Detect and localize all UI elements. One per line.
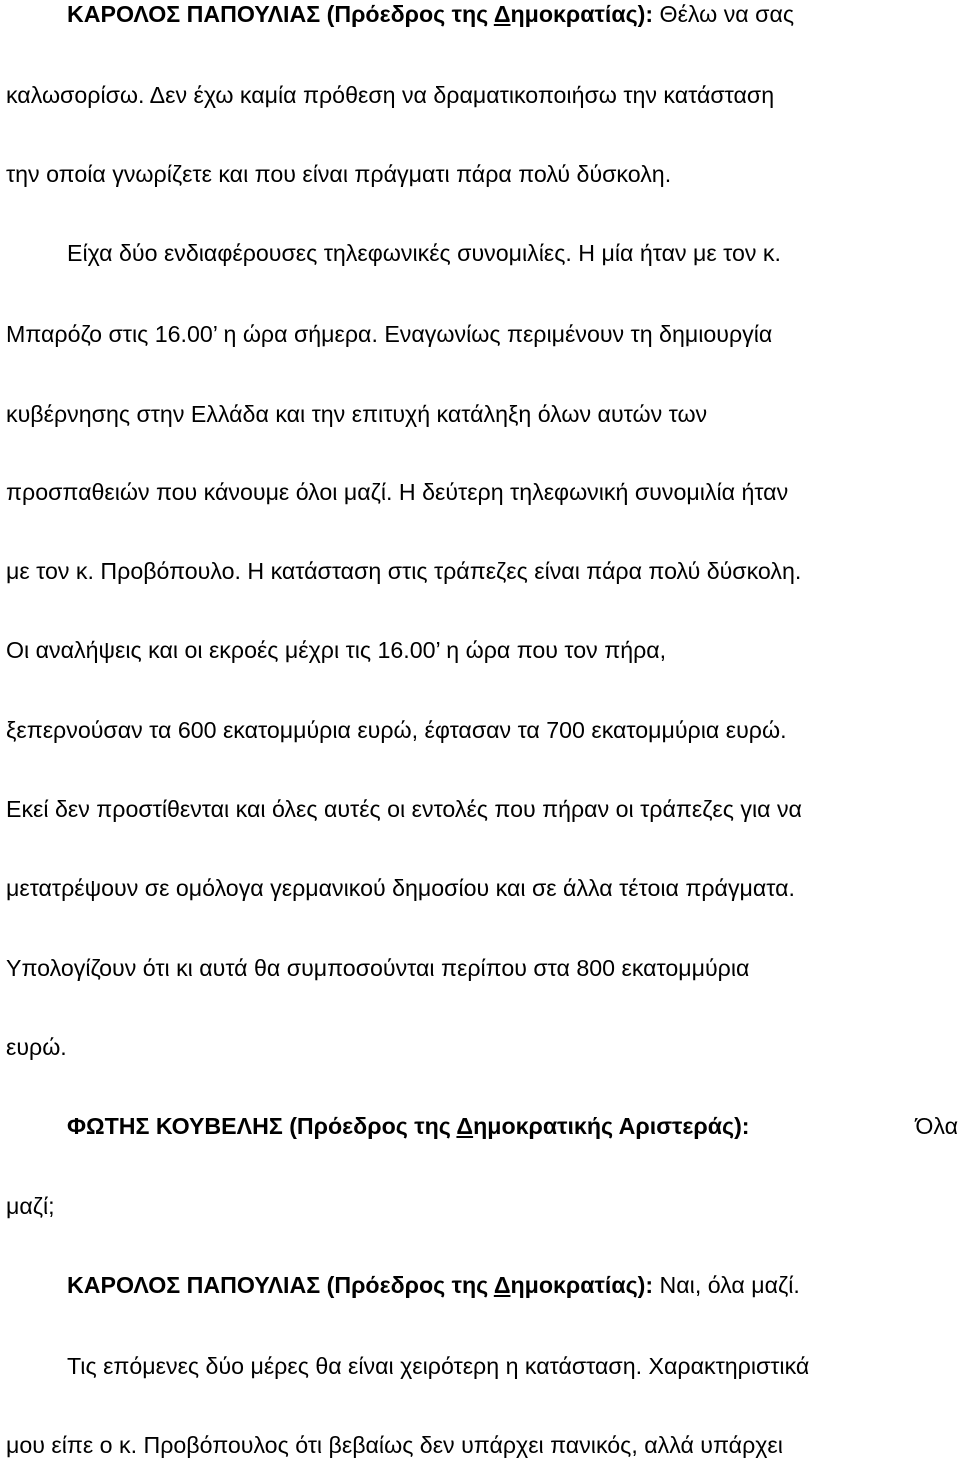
speaker-name: ΚΑΡΟΛΟΣ ΠΑΠΟΥΛΙΑΣ (Πρόεδρος της Δημοκρατίας): <box>67 1 654 27</box>
paragraph-line <box>6 1271 958 1299</box>
paragraph-line: με τον κ. Προβόπουλο. Η κατάσταση στις τράπεζες είναι πάρα πολύ δύσκολη. <box>6 558 802 584</box>
speaker-name: ΚΑΡΟΛΟΣ ΠΑΠΟΥΛΙΑΣ (Πρόεδρος της Δημοκρατίας): <box>67 1272 654 1298</box>
paragraph-line: Είχα δύο ενδιαφέρουσες τηλεφωνικές συνομιλίες. Η μία ήταν με τον κ. <box>67 240 781 266</box>
paragraph-line: κυβέρνησης στην Ελλάδα και την επιτυχή κατάληξη όλων αυτών των <box>6 401 708 427</box>
paragraph-line: καλωσορίσω. Δεν έχω καμία πρόθεση να δραματικοποιήσω την κατάσταση <box>6 82 775 108</box>
paragraph-line: μετατρέψουν σε ομόλογα γερμανικού δημοσίου και σε άλλα τέτοια πράγματα. <box>6 875 795 901</box>
paragraph-line: προσπαθειών που κάνουμε όλοι μαζί. Η δεύτερη τηλεφωνική συνομιλία ήταν <box>6 479 789 505</box>
paragraph-line: Μπαρόζο στις 16.00’ η ώρα σήμερα. Εναγωνίως περιμένουν τη δημιουργία <box>6 321 773 347</box>
paragraph-line: ευρώ. <box>6 1034 67 1060</box>
paragraph-line: Υπολογίζουν ότι κι αυτά θα συμποσούνται περίπου στα 800 εκατομμύρια <box>6 955 750 981</box>
paragraph-line: μαζί; <box>6 1193 55 1219</box>
paragraph-line <box>6 1112 958 1140</box>
speech-text: Ναι, όλα μαζί. <box>659 1272 800 1298</box>
paragraph-line: Εκεί δεν προστίθενται και όλες αυτές οι εντολές που πήραν οι τράπεζες για να <box>6 796 802 822</box>
paragraph-line: την οποία γνωρίζετε και που είναι πράγματι πάρα πολύ δύσκολη. <box>6 161 672 187</box>
speech-text: Θέλω να σας <box>659 1 795 27</box>
paragraph-line <box>6 0 958 28</box>
speech-text: Όλα <box>915 1113 958 1139</box>
paragraph-line: Τις επόμενες δύο μέρες θα είναι χειρότερη η κατάσταση. Χαρακτηριστικά <box>67 1353 810 1379</box>
paragraph-line: ξεπερνούσαν τα 600 εκατομμύρια ευρώ, έφτασαν τα 700 εκατομμύρια ευρώ. <box>6 717 787 743</box>
paragraph-line: μου είπε ο κ. Προβόπουλος ότι βεβαίως δεν υπάρχει πανικός, αλλά υπάρχει <box>6 1432 783 1458</box>
speaker-name: ΦΩΤΗΣ ΚΟΥΒΕΛΗΣ (Πρόεδρος της Δημοκρατικής Αριστεράς): <box>67 1113 750 1139</box>
paragraph-line: Οι αναλήψεις και οι εκροές μέχρι τις 16.00’ η ώρα που τον πήρα, <box>6 637 667 663</box>
